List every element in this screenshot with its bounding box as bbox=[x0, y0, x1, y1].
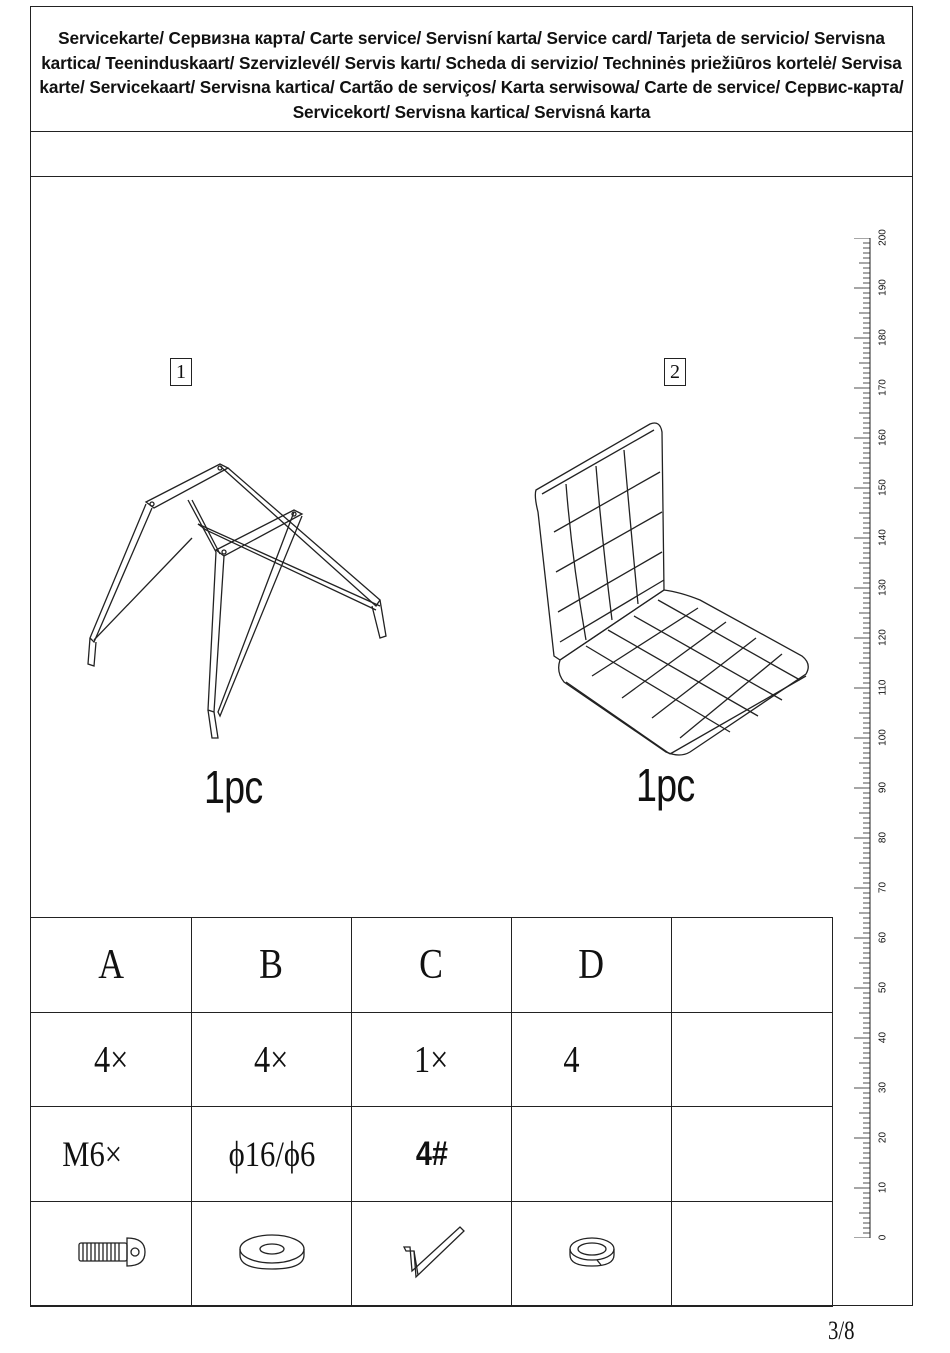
ruler-label: 100 bbox=[877, 729, 889, 746]
ruler-label: 40 bbox=[877, 1031, 889, 1044]
hardware-spec-cell bbox=[512, 1107, 672, 1202]
seat-icon bbox=[530, 420, 820, 760]
page-number: 3/8 bbox=[828, 1316, 855, 1345]
blank-row bbox=[30, 132, 913, 177]
hardware-letter-d: D bbox=[578, 942, 605, 988]
ruler-label: 80 bbox=[877, 831, 889, 844]
hardware-letter-cell bbox=[352, 918, 512, 1013]
measuring-ruler bbox=[848, 238, 898, 1238]
hardware-spec-cell bbox=[352, 1107, 512, 1202]
ruler-label: 160 bbox=[877, 429, 889, 446]
ruler-label: 70 bbox=[877, 881, 889, 894]
hardware-spec-c: 4# bbox=[415, 1134, 448, 1173]
hardware-spec-cell bbox=[192, 1107, 352, 1202]
hardware-count-cell bbox=[31, 1013, 192, 1107]
hardware-count-cell bbox=[672, 1013, 833, 1107]
hardware-icon-cell bbox=[352, 1202, 512, 1307]
ruler-label: 60 bbox=[877, 931, 889, 944]
hardware-table bbox=[30, 917, 833, 1307]
hardware-icon-cell bbox=[672, 1202, 833, 1307]
ruler-label: 30 bbox=[877, 1081, 889, 1094]
allen-key-icon bbox=[392, 1217, 472, 1287]
hardware-letter-cell bbox=[512, 918, 672, 1013]
hardware-icon-cell bbox=[192, 1202, 352, 1307]
hardware-count-d: 4 bbox=[563, 1038, 580, 1081]
bolt-icon bbox=[71, 1232, 151, 1272]
ruler-label: 150 bbox=[877, 479, 889, 496]
hardware-count-cell bbox=[192, 1013, 352, 1107]
ruler-label: 50 bbox=[877, 981, 889, 994]
hardware-spec-cell bbox=[31, 1107, 192, 1202]
service-card-title: Servicekarte/ Сервизна карта/ Carte service/ Servisní karta/ Service card/ Tarjeta de servicio/ Servisna kartica/ Teeninduskaart/ Szervizlevél/ Servis kartı/ Scheda di servizio/ Techninės priežiūros kortelė/ Servisa karte/ Servicekaart/ Servisna kartica/ Cartão de serviços/ Karta serwisowa/ Carte de service/ Сервис-карта/ Servicekort/ Servisna kartica/ Servisná karta bbox=[30, 6, 913, 132]
hardware-letter-cell bbox=[192, 918, 352, 1013]
hardware-spec-a: M6× bbox=[62, 1134, 123, 1174]
ruler-label: 200 bbox=[877, 229, 889, 246]
chair-frame-icon bbox=[80, 460, 400, 750]
ruler-label: 110 bbox=[877, 679, 889, 696]
hardware-letter-b: B bbox=[259, 942, 284, 988]
hardware-spec-b: ϕ16/ϕ6 bbox=[228, 1134, 315, 1174]
hardware-letter-cell bbox=[672, 918, 833, 1013]
hardware-letter-cell bbox=[31, 918, 192, 1013]
flat-washer-icon bbox=[232, 1227, 312, 1277]
ruler-label: 130 bbox=[877, 579, 889, 596]
ruler-label: 20 bbox=[877, 1131, 889, 1144]
hardware-icon-cell bbox=[512, 1202, 672, 1307]
ruler-label: 140 bbox=[877, 529, 889, 546]
part-2-quantity: 1pc bbox=[636, 759, 695, 811]
hardware-icon-row bbox=[31, 1202, 833, 1307]
ruler-label: 10 bbox=[877, 1181, 889, 1194]
ruler-label: 90 bbox=[877, 781, 889, 794]
hardware-count-b: 4× bbox=[254, 1038, 289, 1081]
ruler-label: 0 bbox=[877, 1234, 889, 1241]
hardware-letter-a: A bbox=[98, 942, 124, 988]
spring-washer-icon bbox=[557, 1227, 627, 1277]
hardware-spec-cell bbox=[672, 1107, 833, 1202]
part-1-quantity: 1pc bbox=[204, 761, 263, 813]
hardware-count-row bbox=[31, 1013, 833, 1107]
part-number-2: 2 bbox=[664, 358, 686, 386]
part-number-1: 1 bbox=[170, 358, 192, 386]
hardware-count-c: 1× bbox=[414, 1038, 449, 1081]
hardware-count-cell bbox=[512, 1013, 672, 1107]
hardware-letter-row bbox=[31, 918, 833, 1013]
ruler-label: 190 bbox=[877, 279, 889, 296]
ruler-label: 120 bbox=[877, 629, 889, 646]
hardware-icon-cell bbox=[31, 1202, 192, 1307]
hardware-count-cell bbox=[352, 1013, 512, 1107]
hardware-count-a: 4× bbox=[93, 1038, 129, 1081]
ruler-label: 180 bbox=[877, 329, 889, 346]
hardware-spec-row bbox=[31, 1107, 833, 1202]
ruler-label: 170 bbox=[877, 379, 889, 396]
hardware-letter-c: C bbox=[419, 942, 444, 988]
